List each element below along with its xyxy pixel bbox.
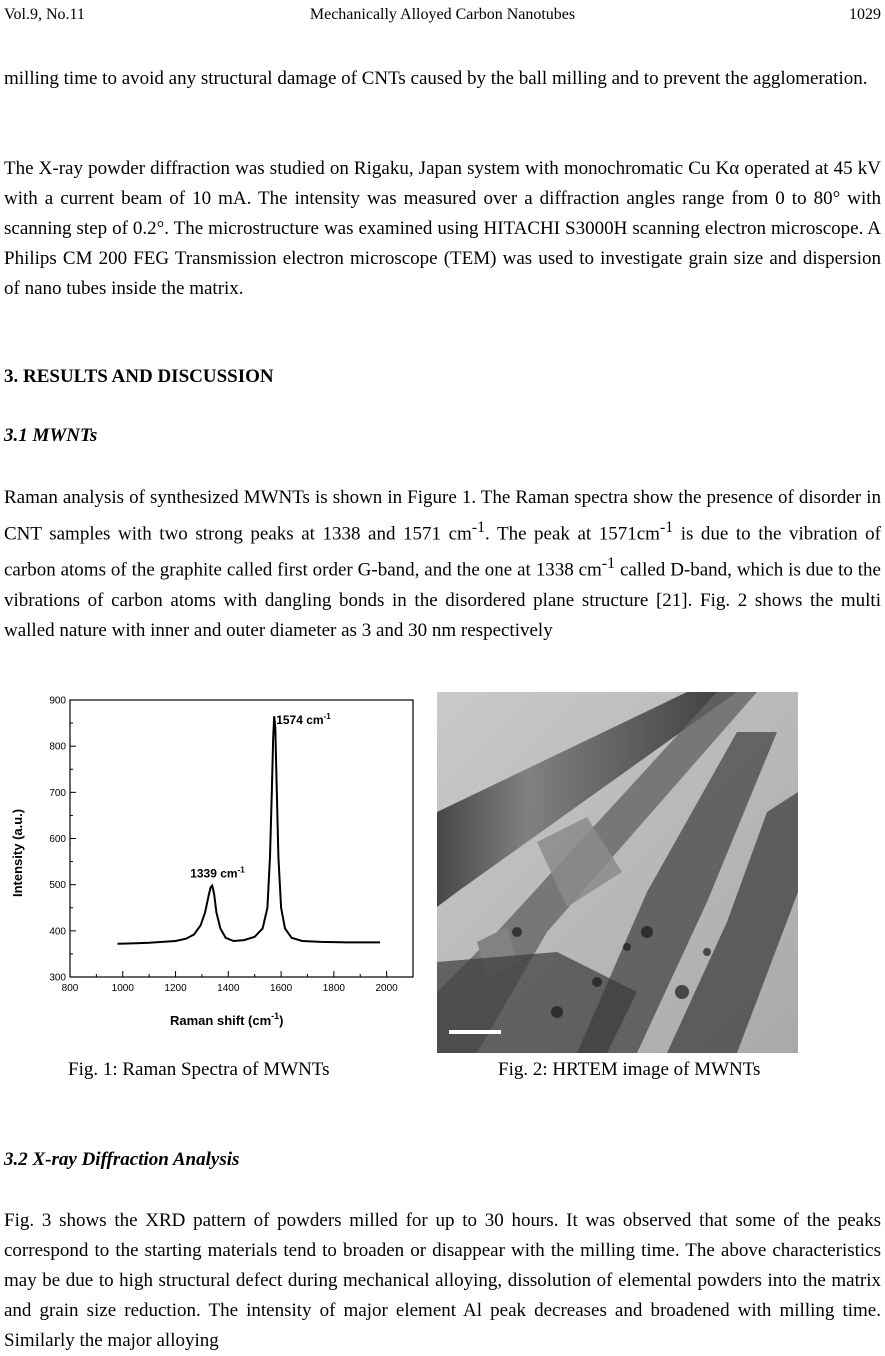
section-heading-results: 3. RESULTS AND DISCUSSION: [4, 366, 274, 387]
raman-text-1: Raman analysis of synthesized MWNTs is shown in Figure 1. The Raman spectra show the presence of disorder in CNT samples with two strong peaks at 1338 and 1571 cm: [4, 487, 881, 545]
y-tick-label: 600: [49, 834, 66, 845]
paragraph-milling: milling time to avoid any structural damage of CNTs caused by the ball milling and to prevent the agglomeration.: [4, 68, 868, 89]
superscript: -1: [471, 519, 485, 536]
raman-text-3: is due to the vibration of carbon atoms of the graphite called first order G-band, and the one at 1338 cm: [4, 523, 881, 581]
y-tick-label: 900: [49, 695, 66, 707]
x-tick-label: 1600: [269, 983, 293, 994]
x-tick-label: 800: [61, 983, 79, 994]
y-tick-label: 300: [49, 972, 66, 984]
y-tick-label: 700: [49, 787, 66, 799]
raman-text-2: . The peak at 1571cm: [485, 523, 660, 545]
peak-annotation: 1339 $cm^{-1}$: [190, 865, 245, 881]
hrtem-image: [437, 692, 798, 1053]
paragraph-xrd-methods: The X-ray powder diffraction was studied on Rigaku, Japan system with monochromatic Cu Kα operated at 45 kV with a current beam of 10 mA. The intensity was measured over a diffraction angles range from 0 to 80° with scanning step of 0.2°. The microstructure was examined using HITACHI S3000H scanning electron microscope. A Philips CM 200 FEG Transmission electron microscope (TEM) was used to investigate grain size and dispersion of nano tubes inside the matrix.: [4, 158, 881, 299]
y-axis-label: Intensity (a.u.): [10, 808, 25, 897]
y-tick-label: 500: [49, 880, 66, 892]
raman-text-4: called D-band, which is due to the vibrations of carbon atoms with dangling bonds in the disordered plane structure [21]. Fig. 2 shows the multi walled nature with inner and outer diameter as 3 and 30 nm respectively: [4, 559, 881, 641]
figure-2-caption: Fig. 2: HRTEM image of MWNTs: [498, 1059, 761, 1080]
peak-annotation: 1574 $cm^{-1}$: [276, 712, 331, 728]
x-tick-label: 1400: [217, 983, 240, 994]
running-title: Mechanically Alloyed Carbon Nanotubes: [309, 6, 576, 23]
x-axis-label: Raman shift $(cm^{-1})$: [170, 1011, 284, 1028]
paragraph-raman: [4, 483, 881, 646]
page-number: 1029: [849, 6, 881, 23]
y-tick-label: 800: [49, 741, 66, 753]
x-tick-label: 1800: [322, 983, 345, 994]
x-tick-label: 1200: [164, 983, 187, 994]
x-tick-label: 2000: [375, 983, 398, 994]
paragraph-xrd-results: Fig. 3 shows the XRD pattern of powders milled for up to 30 hours. It was observed that some of the peaks correspond to the starting materials tend to broaden or disappear with the milling time. The above characteristics may be due to high structural defect during mechanical alloying, dissolution of elemental powders into the matrix and grain size reduction. The intensity of major element Al peak decreases and broadened with milling time. Similarly the major alloying: [4, 1210, 881, 1351]
figure-1-caption: Fig. 1: Raman Spectra of MWNTs: [68, 1059, 330, 1080]
x-tick-label: 1000: [111, 983, 134, 994]
superscript: -1: [659, 519, 674, 536]
subsection-heading-xrd: 3.2 X-ray Diffraction Analysis: [4, 1149, 240, 1170]
subsection-heading-mwnts: 3.1 MWNTs: [4, 425, 98, 446]
superscript: -1: [601, 555, 616, 573]
y-tick-label: 400: [49, 926, 66, 938]
scale-bar: [449, 1030, 501, 1034]
volume-info: Vol.9, No.11: [4, 6, 85, 23]
raman-spectrum-chart: [6, 692, 426, 1032]
running-header: [4, 6, 881, 28]
